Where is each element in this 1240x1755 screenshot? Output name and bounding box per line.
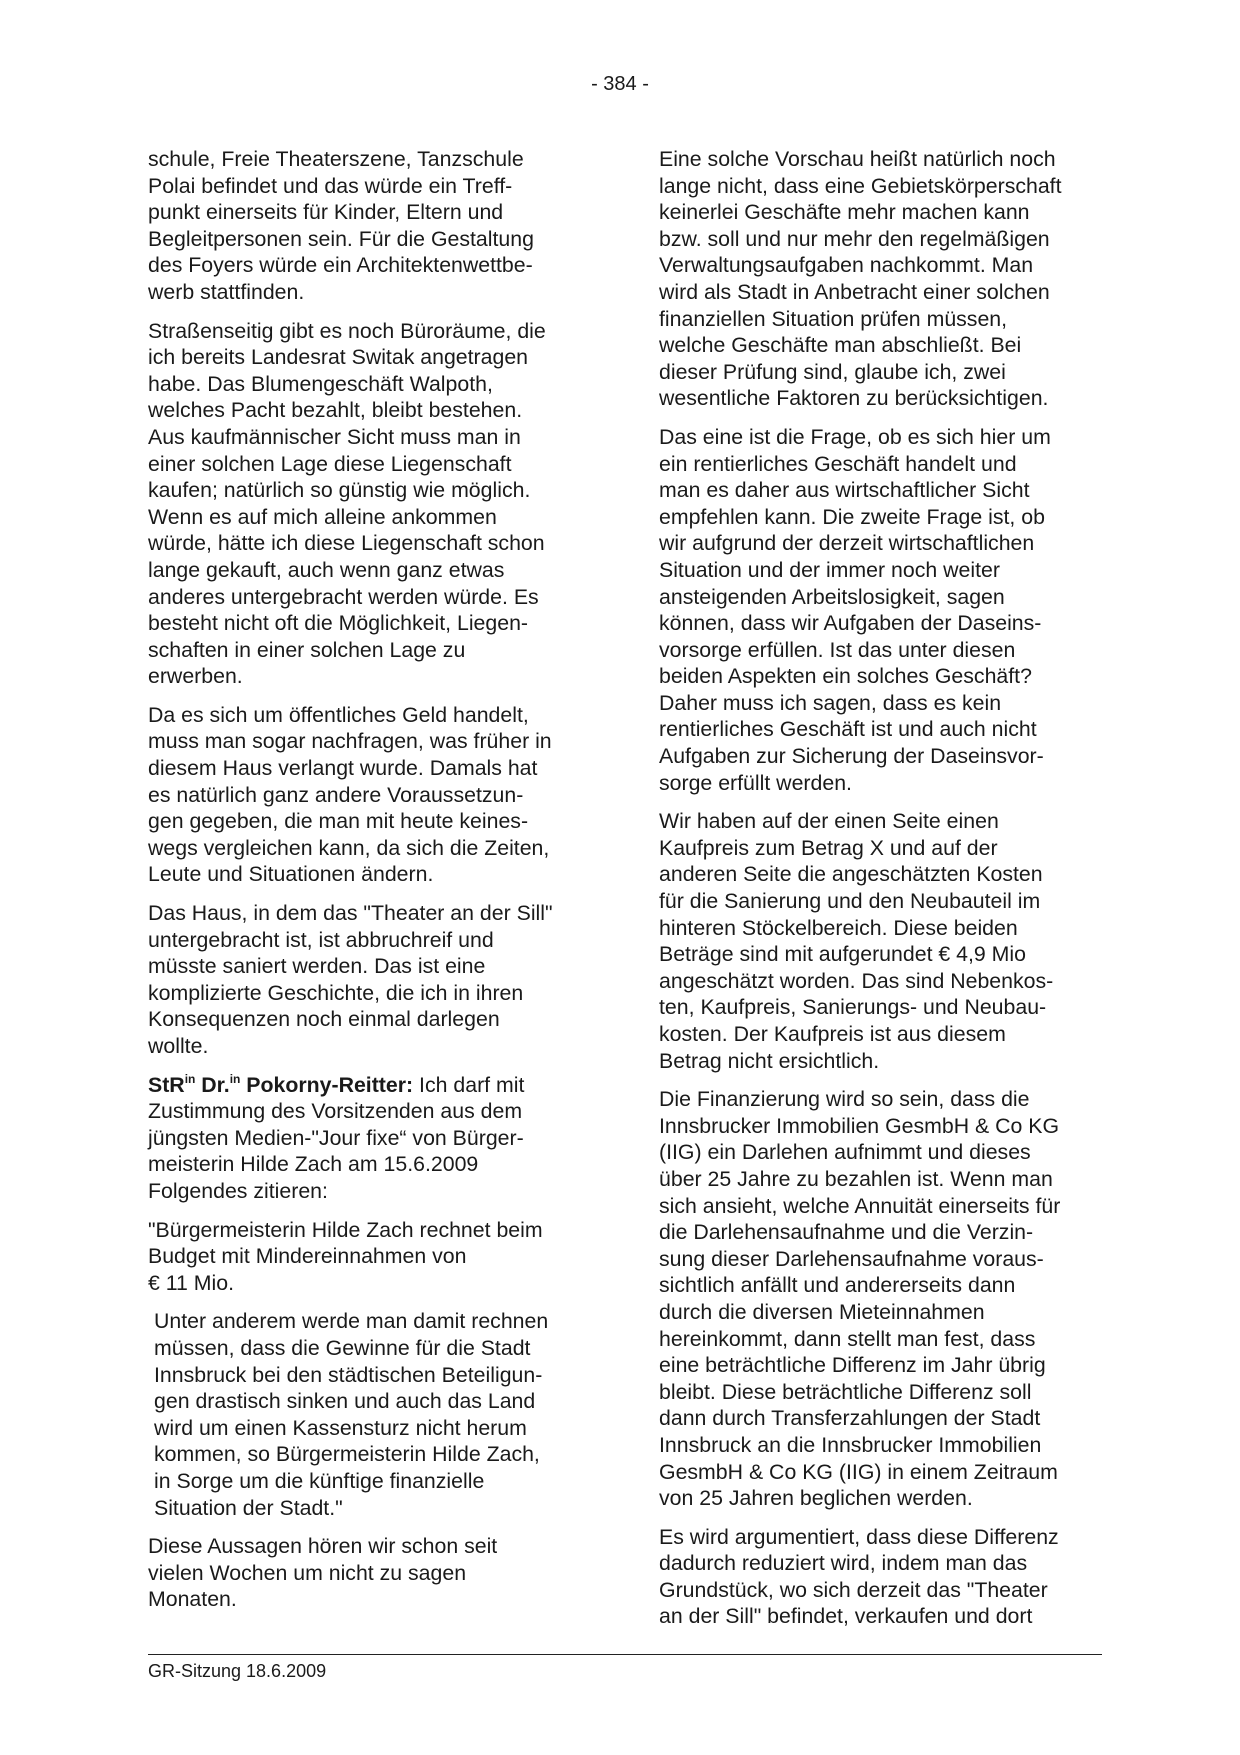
speaker-paragraph bbox=[148, 1072, 603, 1205]
paragraph: Das eine ist die Frage, ob es sich hier um ein rentierliches Geschäft handelt und man es daher aus wirtschaftlicher Sicht empfehlen kann. Die zweite Frage ist, ob wir aufgrund der derzeit wirtschaftlichen Situation und der immer noch weiter ansteigenden Arbeitslosigkeit, sagen können, dass wir Aufgaben der Daseins- vorsorge erfüllen. Ist das unter diesen beiden Aspekten ein solches Geschäft? Daher muss ich sagen, dass es kein rentierliches Geschäft ist und auch nicht Aufgaben zur Sicherung der Daseinsvor- sorge erfüllt werden. bbox=[659, 424, 1051, 795]
paragraph: schule, Freie Theaterszene, Tanzschule Polai befindet und das würde ein Treff- punkt einerseits für Kinder, Eltern und Begleitpersonen sein. Für die Gestaltung des Foyers würde ein Architektenwettbe- werb stattfinden. bbox=[148, 147, 534, 304]
page-number: - 384 - bbox=[591, 73, 649, 95]
left-column bbox=[148, 146, 603, 1625]
right-column bbox=[659, 146, 1114, 1642]
speaker-surname: Pokorny-Reitter: bbox=[240, 1072, 414, 1097]
footer-text: GR-Sitzung 18.6.2009 bbox=[148, 1661, 327, 1681]
paragraph: Straßenseitig gibt es noch Büroräume, die ich bereits Landesrat Switak angetragen habe. Das Blumengeschäft Walpoth, welches Pacht bezahlt, bleibt bestehen. Aus kaufmännischer Sicht muss man in einer solchen Lage diese Liegenschaft kaufen; natürlich so günstig wie möglich. Wenn es auf mich alleine ankommen würde, hätte ich diese Liegenschaft schon lange gekauft, auch wenn ganz etwas anderes untergebracht werden würde. Es besteht nicht oft die Möglichkeit, Liegen- schaften in einer solchen Lage zu erwerben. bbox=[148, 318, 546, 689]
paragraph: Diese Aussagen hören wir schon seit vielen Wochen um nicht zu sagen Monaten. bbox=[148, 1534, 498, 1612]
speaker-degree: Dr. bbox=[195, 1072, 230, 1097]
paragraph: Das Haus, in dem das "Theater an der Sill" untergebracht ist, ist abbruchreif und müsste saniert werden. Das ist eine komplizierte Geschichte, die ich in ihren Konsequenzen noch einmal darlegen wollte. bbox=[148, 901, 553, 1058]
paragraph: Wir haben auf der einen Seite einen Kaufpreis zum Betrag X und auf der anderen Seite die angeschätzten Kosten für die Sanierung und den Neubauteil im hinteren Stöckelbereich. Diese beiden Beträge sind mit aufgerundet € 4,9 Mio angeschätzt worden. Das sind Nebenkos- ten, Kaufpreis, Sanierungs- und Neubau- kosten. Der Kaufpreis ist aus diesem Betrag nicht ersichtlich. bbox=[659, 809, 1054, 1073]
speaker-title-suffix: in bbox=[184, 1071, 196, 1086]
quote-paragraph: Unter anderem werde man damit rechnen müssen, dass die Gewinne für die Stadt Innsbruck bei den städtischen Beteiligun- gen drastisch sinken und auch das Land wird um einen Kassensturz nicht herum kommen, so Bürgermeisterin Hilde Zach, in Sorge um die künftige finanzielle Situation der Stadt." bbox=[154, 1309, 549, 1520]
paragraph: Da es sich um öffentliches Geld handelt, muss man sogar nachfragen, was früher in diesem Haus verlangt wurde. Damals hat es natürlich ganz andere Voraussetzun- gen gegeben, die man mit heute keines- wegs vergleichen kann, da sich die Zeiten, Leute und Situationen ändern. bbox=[148, 702, 552, 887]
paragraph: Eine solche Vorschau heißt natürlich noch lange nicht, dass eine Gebietskörperschaft keinerlei Geschäfte mehr machen kann bzw. soll und nur mehr den regelmäßigen Verwaltungsaufgaben nachkommt. Man wird als Stadt in Anbetracht einer solchen finanziellen Situation prüfen müssen, welche Geschäfte man abschließt. Bei dieser Prüfung sind, glaube ich, zwei wesentliche Faktoren zu berücksichtigen. bbox=[659, 147, 1062, 411]
quote-paragraph: "Bürgermeisterin Hilde Zach rechnet beim Budget mit Mindereinnahmen von € 11 Mio. bbox=[148, 1217, 543, 1295]
paragraph: Die Finanzierung wird so sein, dass die Innsbrucker Immobilien GesmbH & Co KG (IIG) ein Darlehen aufnimmt und dieses über 25 Jahre zu bezahlen ist. Wenn man sich ansieht, welche Annuität einerseits für die Darlehensaufnahme und die Verzin- sung dieser Darlehensaufnahme voraus- sichtlich anfällt und andererseits dann durch die diversen Mieteinnahmen hereinkommt, dann stellt man fest, dass eine beträchtliche Differenz im Jahr übrig bleibt. Diese beträchtliche Differenz soll dann durch Transferzahlungen der Stadt Innsbruck an die Innsbrucker Immobilien GesmbH & Co KG (IIG) in einem Zeitraum von 25 Jahren beglichen werden. bbox=[659, 1087, 1061, 1511]
footer-divider bbox=[148, 1654, 1102, 1655]
speaker-title: StR bbox=[148, 1072, 185, 1097]
speaker-name bbox=[148, 1073, 413, 1097]
speaker-degree-suffix: in bbox=[229, 1071, 241, 1086]
paragraph: Es wird argumentiert, dass diese Differenz dadurch reduziert wird, indem man das Grundstück, wo sich derzeit das "Theater an der Sill" befindet, verkaufen und dort bbox=[659, 1524, 1059, 1629]
speaker-text: Ich darf mit Zustimmung des Vorsitzenden aus dem jüngsten Medien-"Jour fixe“ von Bürger- meisterin Hilde Zach am 15.6.2009 Folgendes zitieren: bbox=[148, 1072, 525, 1203]
